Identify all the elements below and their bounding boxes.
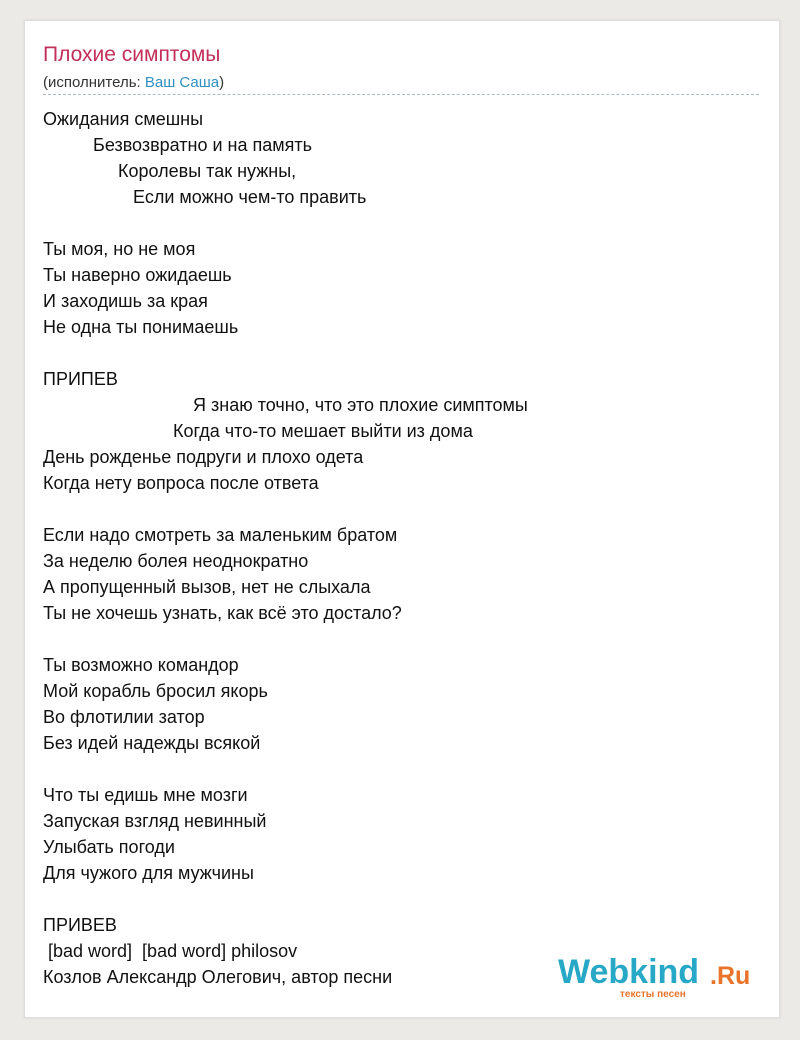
artist-link[interactable]: Ваш Саша (144, 74, 220, 91)
lyric-line: Королевы так нужны, (43, 161, 297, 181)
artist-byline (43, 74, 224, 91)
lyric-line: ПРИВЕВ (43, 915, 117, 935)
blank-line (43, 210, 759, 236)
blank-line (43, 626, 759, 652)
lyric-line: Если можно чем-то править (43, 187, 367, 207)
lyrics-page (24, 20, 780, 1018)
lyric-line: Ты наверно ожидаешь (43, 265, 232, 285)
lyric-line: Когда нету вопроса после ответа (43, 473, 319, 493)
byline-prefix: (исполнитель: (43, 74, 145, 91)
lyric-line: Не одна ты понимаешь (43, 317, 239, 337)
lyrics-text (43, 106, 759, 990)
blank-line (43, 340, 759, 366)
lyric-line: Когда что-то мешает выйти из дома (43, 421, 473, 441)
lyric-line: Ожидания смешны (43, 109, 204, 129)
blank-line (43, 496, 759, 522)
lyric-line: Без идей надежды всякой (43, 733, 261, 753)
lyric-line: Я знаю точно, что это плохие симптомы (43, 395, 528, 415)
lyric-line: Во флотилии затор (43, 707, 205, 727)
logo-tld: .Ru (710, 962, 751, 990)
lyric-line: Мой корабль бросил якорь (43, 681, 268, 701)
lyric-line: Улыбать погоди (43, 837, 175, 857)
blank-line (43, 886, 759, 912)
lyric-line: ПРИПЕВ (43, 369, 118, 389)
lyric-line: А пропущенный вызов, нет не слыхала (43, 577, 371, 597)
lyric-line: И заходишь за края (43, 291, 208, 311)
blank-line (43, 756, 759, 782)
lyric-line: Для чужого для мужчины (43, 863, 254, 883)
logo-tagline: тексты песен (620, 989, 686, 1000)
dashed-divider (43, 94, 759, 95)
webkind-logo (558, 953, 758, 1001)
lyric-line: Ты возможно командор (43, 655, 239, 675)
lyric-line: Запуская взгляд невинный (43, 811, 267, 831)
logo-name: Webkind (558, 953, 700, 991)
lyric-line: Ты моя, но не моя (43, 239, 196, 259)
lyric-line: Безвозвратно и на память (43, 135, 313, 155)
lyric-line: Если надо смотреть за маленьким братом (43, 525, 398, 545)
lyric-line: День рожденье подруги и плохо одета (43, 447, 364, 467)
lyric-line: Ты не хочешь узнать, как всё это достало? (43, 603, 402, 623)
lyric-line: [bad word] [bad word] philosov (43, 941, 298, 961)
lyric-line: Козлов Александр Олегович, автор песни (43, 967, 393, 987)
lyric-line: За неделю болея неоднократно (43, 551, 309, 571)
lyric-line: Что ты едишь мне мозги (43, 785, 248, 805)
song-title: Плохие симптомы (43, 43, 221, 66)
byline-suffix: ) (219, 74, 225, 91)
